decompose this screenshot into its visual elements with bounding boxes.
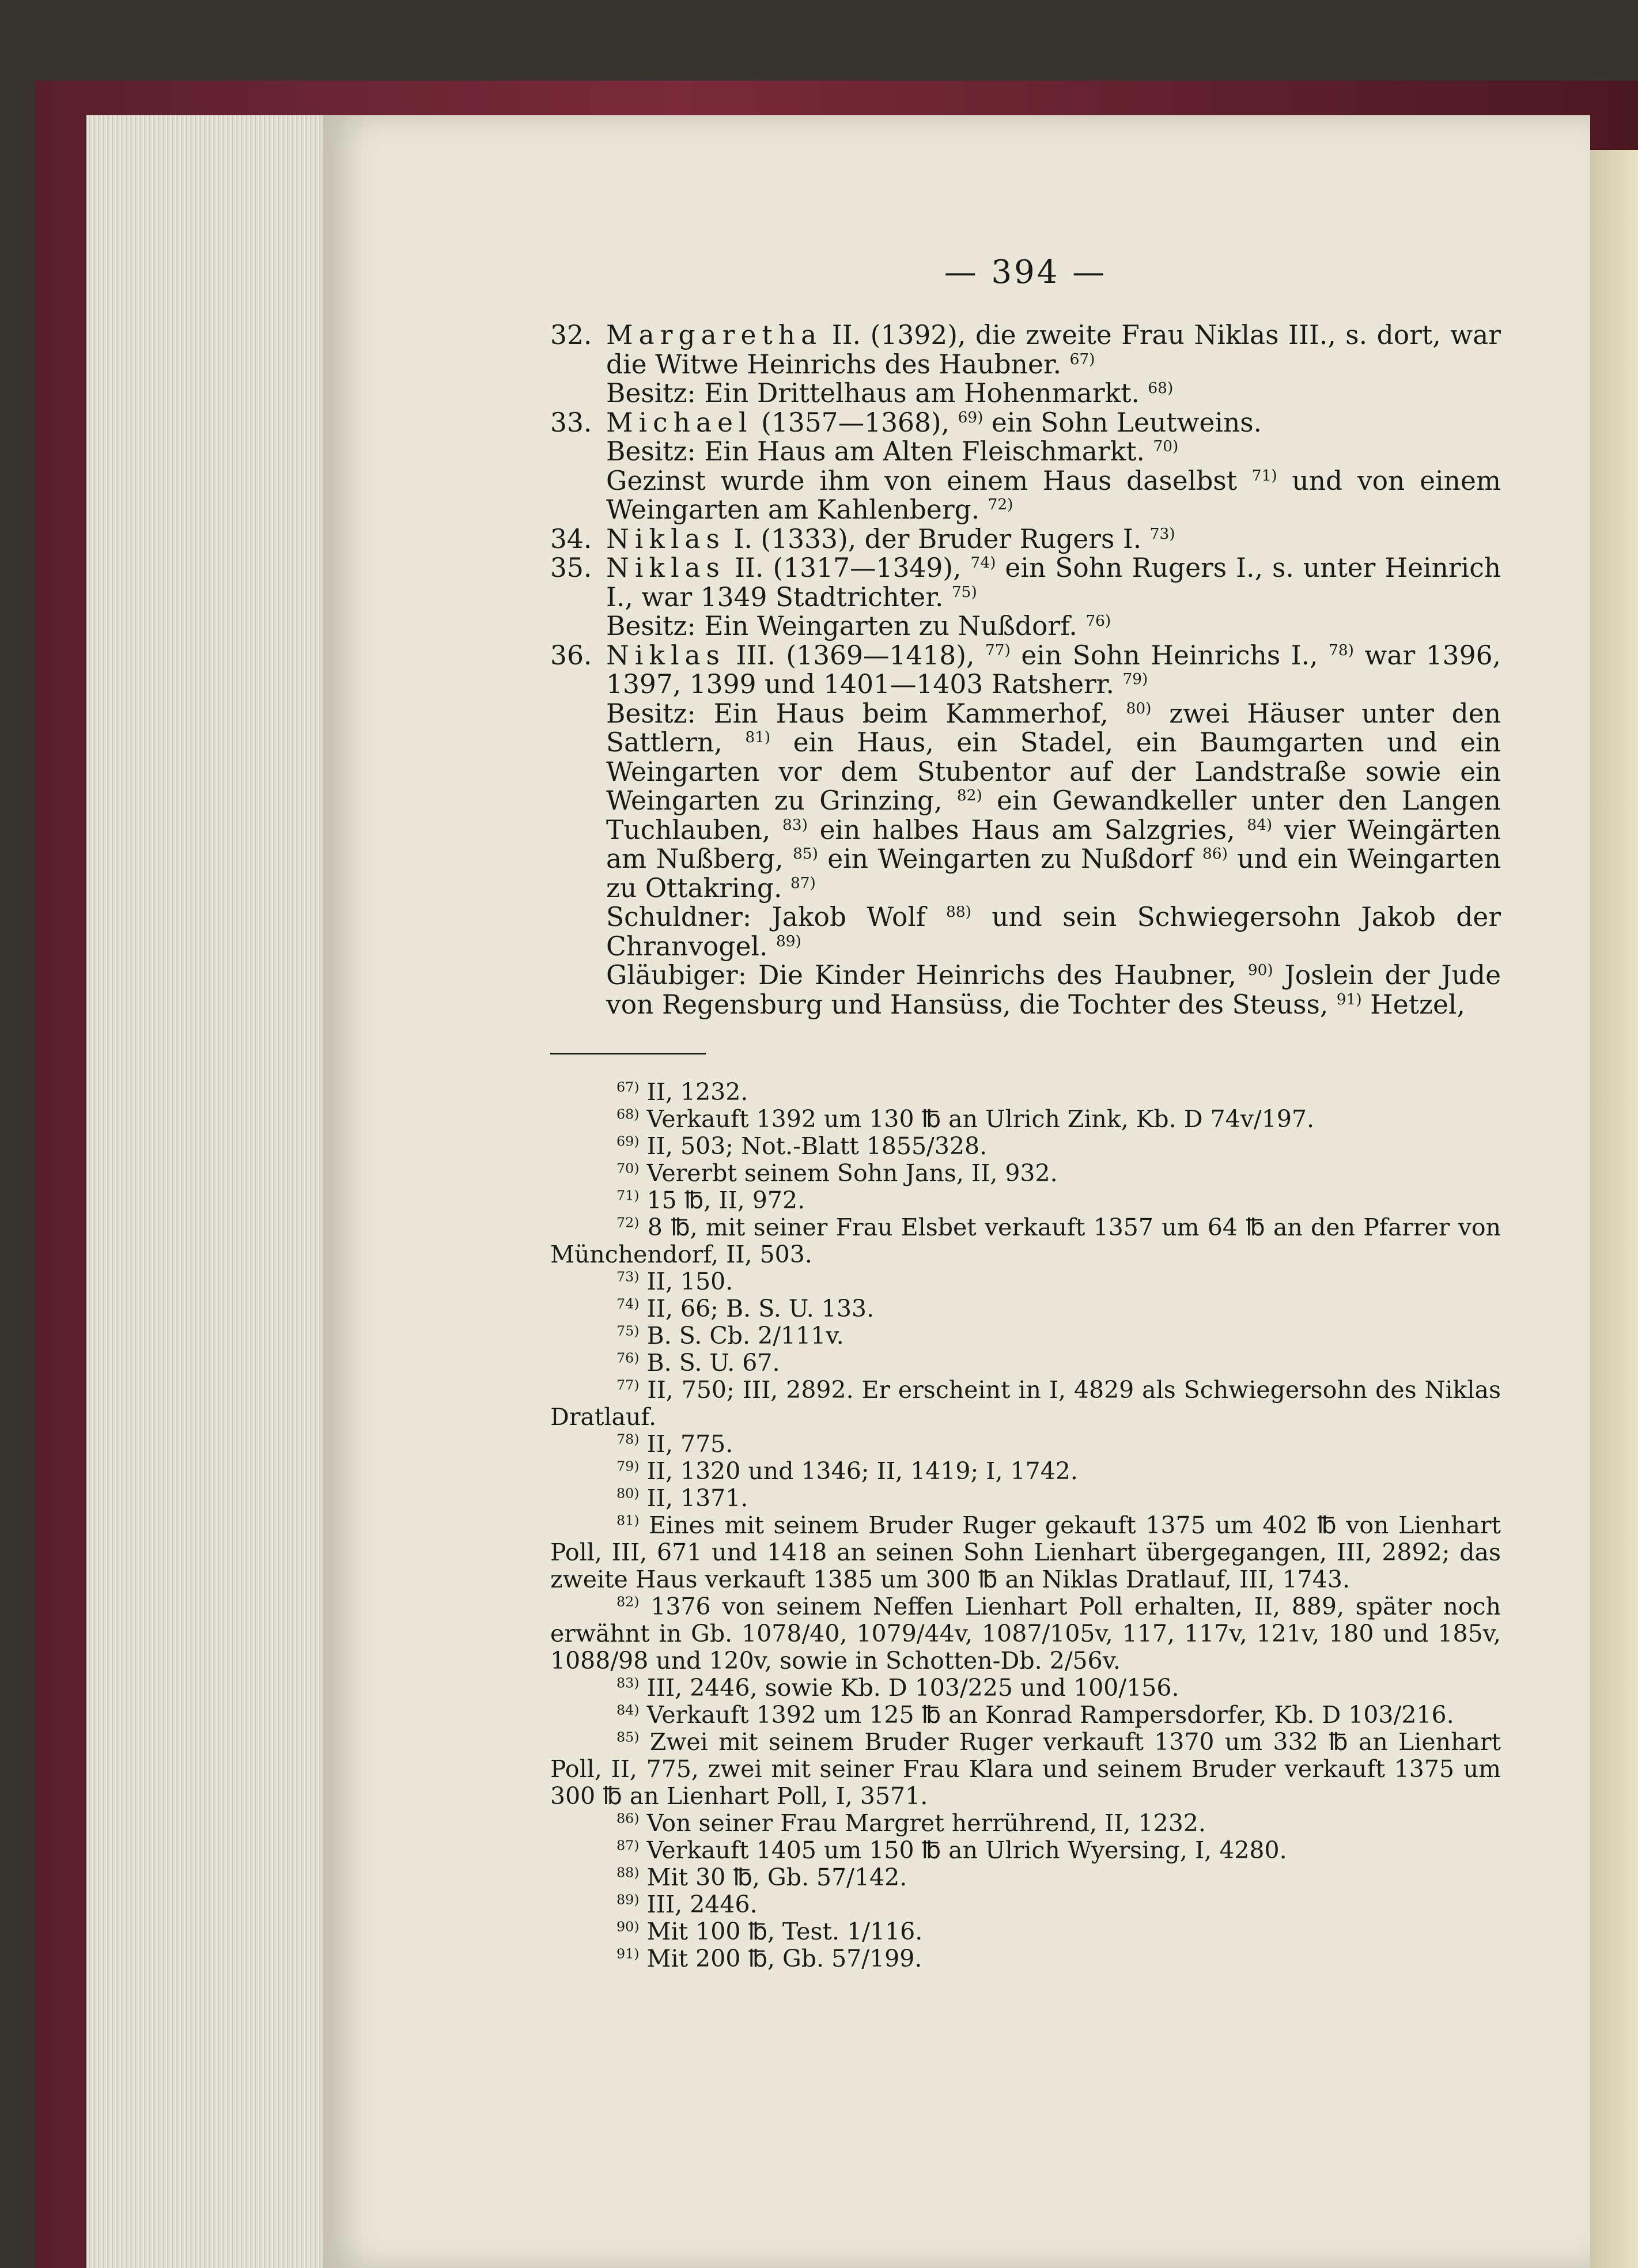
footnote: $^{69)}$ II, 503; Not.-Blatt 1855/328. — [616, 1132, 988, 1160]
entry-number: 32. — [550, 320, 592, 350]
entry-name: Niklas — [606, 523, 726, 554]
footnote: $^{89)}$ III, 2446. — [616, 1891, 758, 1918]
footnote: $^{75)}$ B. S. Cb. 2/111v. — [616, 1322, 844, 1350]
footnote: $^{83)}$ III, 2446, sowie Kb. D 103/225 und 100/156. — [616, 1674, 1179, 1702]
entry-number: 35. — [550, 553, 592, 583]
footnote: $^{87)}$ Verkauft 1405 um 150 ℔ an Ulrich Wyersing, I, 4280. — [616, 1836, 1287, 1864]
page-edges — [86, 115, 340, 2268]
footnote: $^{81)}$ Eines mit seinem Bruder Ruger gekauft 1375 um 402 ℔ von Lienhart Poll, III, 671 und 1418 an seinen Sohn Lienhart übergegangen, III, 2892; das zweite Haus verkauft 1385 um 300 ℔ an Niklas Dratlauf, III, 1743. — [550, 1511, 1501, 1593]
entry-name: Michael — [606, 407, 753, 438]
footnote: $^{77)}$ II, 750; III, 2892. Er erscheint in I, 4829 als Schwiegersohn des Niklas Dratlauf. — [550, 1376, 1501, 1431]
footnote: $^{76)}$ B. S. U. 67. — [616, 1349, 780, 1377]
footnote: $^{88)}$ Mit 30 ℔, Gb. 57/142. — [616, 1863, 907, 1891]
footnote: $^{80)}$ II, 1371. — [616, 1484, 748, 1512]
footnote: $^{73)}$ II, 150. — [616, 1268, 733, 1295]
entry-number: 36. — [550, 640, 592, 671]
entry-name: Margaretha — [606, 320, 823, 350]
footnote: $^{79)}$ II, 1320 und 1346; II, 1419; I, 1742. — [616, 1457, 1078, 1485]
entry-number: 34. — [550, 523, 592, 554]
entry-35: 35. Niklas II. (1317—1349), $^{74)}$ ein Sohn Rugers I., s. unter Heinrich I., war 1349 Stadtrichter. $^{75)}$ Besitz: Ein Weingarten zu Nußdorf. $^{76)}$ — [550, 553, 1501, 641]
footnote: $^{82)}$ 1376 von seinem Neffen Lienhart Poll erhalten, II, 889, später noch erwähnt in Gb. 1078/40, 1079/44v, 1087/105v, 117, 117v, 121v, 180 und 185v, 1088/98 und 120v, sowie in Schotten-Db. 2/56v. — [550, 1593, 1501, 1674]
footnote-divider — [550, 1053, 706, 1054]
footnote: $^{74)}$ II, 66; B. S. U. 133. — [616, 1295, 875, 1322]
entry-33: 33. Michael (1357—1368), $^{69)}$ ein Sohn Leutweins. Besitz: Ein Haus am Alten Fleischmarkt. $^{70)}$ Gezinst wurde ihm von einem Haus daselbst $^{71)}$ und von einem Weingarten am Kahlenberg. $^{72)}$ — [550, 407, 1501, 525]
footnote: $^{70)}$ Vererbt seinem Sohn Jans, II, 932. — [616, 1159, 1058, 1187]
footnote: $^{85)}$ Zwei mit seinem Bruder Ruger verkauft 1370 um 332 ℔ an Lienhart Poll, II, 775, zwei mit seiner Frau Klara und seinem Bruder verkauft 1375 um 300 ℔ an Lienhart Poll, I, 3571. — [550, 1728, 1501, 1810]
footnote: $^{84)}$ Verkauft 1392 um 125 ℔ an Konrad Rampersdorfer, Kb. D 103/216. — [616, 1701, 1454, 1729]
entry-34: 34. Niklas I. (1333), der Bruder Rugers I. $^{73)}$ — [550, 523, 1175, 554]
footnote: $^{72)}$ 8 ℔, mit seiner Frau Elsbet verkauft 1357 um 64 ℔ an den Pfarrer von Münchendorf, II, 503. — [550, 1214, 1501, 1268]
footnote: $^{71)}$ 15 ℔, II, 972. — [616, 1186, 805, 1214]
next-page-edge — [1590, 150, 1638, 2268]
page-content — [550, 254, 1501, 1972]
footnote: $^{78)}$ II, 775. — [616, 1430, 733, 1458]
entry-32: 32. Margaretha II. (1392), die zweite Frau Niklas III., s. dort, war die Witwe Heinrichs des Haubner. $^{67)}$ Besitz: Ein Drittelhaus am Hohenmarkt. $^{68)}$ — [550, 320, 1501, 409]
footnotes — [550, 1079, 1501, 1972]
entry-name: Niklas — [606, 640, 726, 671]
footnote: $^{91)}$ Mit 200 ℔, Gb. 57/199. — [616, 1945, 922, 1972]
entry-name: Niklas — [606, 553, 726, 583]
entry-number: 33. — [550, 407, 592, 438]
footnote: $^{67)}$ II, 1232. — [616, 1078, 748, 1106]
footnote: $^{68)}$ Verkauft 1392 um 130 ℔ an Ulrich Zink, Kb. D 74v/197. — [616, 1105, 1315, 1133]
footnote: $^{90)}$ Mit 100 ℔, Test. 1/116. — [616, 1918, 923, 1945]
page-number: — 394 — — [944, 254, 1107, 291]
footnote: $^{86)}$ Von seiner Frau Margret herrührend, II, 1232. — [616, 1809, 1206, 1837]
entry-36: 36. Niklas III. (1369—1418), $^{77)}$ ein Sohn Heinrichs I., $^{78)}$ war 1396, 1397, 1399 und 1401—1403 Ratsherr. $^{79)}$ Besitz: Ein Haus beim Kammerhof, $^{80)}$ zwei Häuser unter den Sattlern, $^{81)}$ ein Haus, ein Stadel, ein Baumgarten und ein Weingarten vor dem Stubentor auf der Landstraße sowie ein Weingarten zu Grinzing, $^{82)}$ ein Gewandkeller unter den Langen Tuchlauben, $^{83)}$ ein halbes Haus am Salzgries, $^{84)}$ vier Weingärten am Nußberg, $^{85)}$ ein Weingarten zu Nußdorf $^{86)}$ und ein Weingarten zu Ottakring. $^{87)}$ Schuldner: Jakob Wolf $^{88)}$ und sein Schwiegersohn Jakob der Chranvogel. $^{89)}$ Gläubiger: Die Kinder Heinrichs des Haubner, $^{90)}$ Joslein der Jude von Regensburg und Hansüss, die Tochter des Steuss, $^{91)}$ Hetzel, — [550, 640, 1501, 1020]
